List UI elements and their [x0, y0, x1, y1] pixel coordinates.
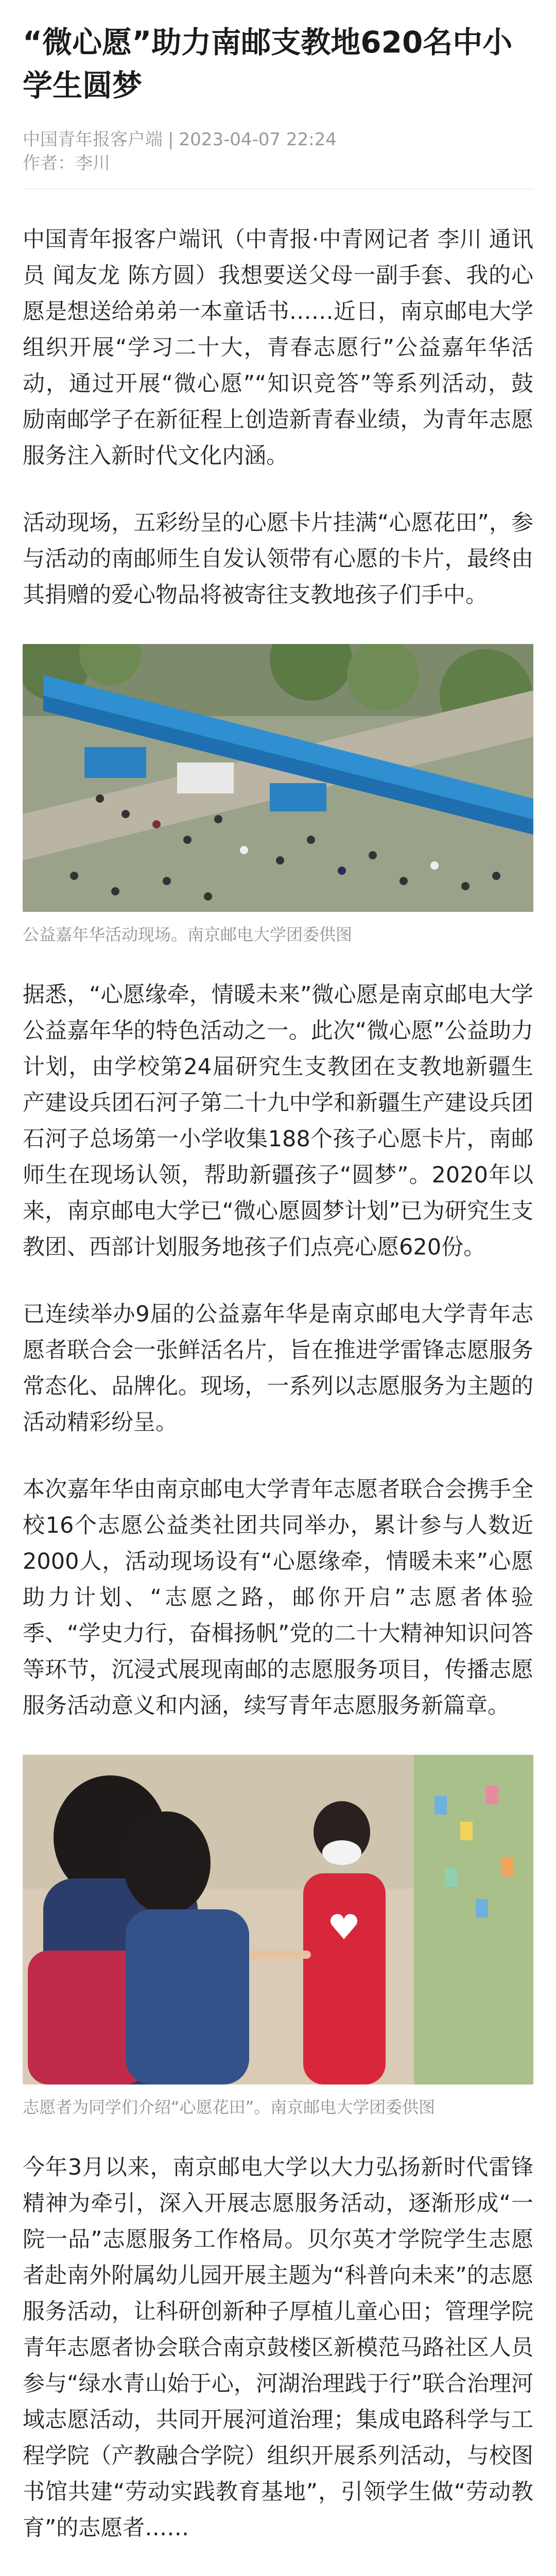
meta-separator: |	[168, 129, 174, 150]
author-label: 作者：	[23, 153, 75, 174]
article-author-row	[23, 151, 533, 175]
carnival-scene-photo[interactable]	[23, 644, 533, 912]
figure-caption: 志愿者为同学们介绍“心愿花田”。南京邮电大学团委供图	[23, 2097, 436, 2117]
paragraph-2: 活动现场，五彩纷呈的心愿卡片挂满“心愿花田”，参与活动的南邮师生自发认领带有心愿的卡片，最终由其捐赠的爱心物品将被寄往支教地孩子们手中。	[23, 510, 533, 608]
paragraph-1: 中国青年报客户端讯（中青报·中青网记者 李川 通讯员 闻友龙 陈方圆）我想要送父母一副手套、我的心愿是想送给弟弟一本童话书……近日，南京邮电大学组织开展“学习二十大，青春志愿行”公益嘉年华活动，通过开展“微心愿”“知识竞答”等系列活动，鼓励南邮学子在新征程上创造新青春业绩，为青年志愿服务注入新时代文化内涵。	[23, 227, 533, 469]
figure-wish-field	[23, 1755, 533, 2119]
figure-carnival	[23, 644, 533, 946]
article-source[interactable]: 中国青年报客户端	[23, 129, 163, 150]
paragraph-6: 今年3月以来，南京邮电大学以大力弘扬新时代雷锋精神为牵引，深入开展志愿服务活动，逐渐形成“一院一品”志愿服务工作格局。贝尔英才学院学生志愿者赴南外附属幼儿园开展主题为“科普向未来”的志愿服务活动，让科研创新种子厚植儿童心田；管理学院青年志愿者协会联合南京鼓楼区新模范马路社区人员参与“绿水青山始于心，河湖治理践于行”联合治理河域志愿活动，共同开展河道治理；集成电路科学与工程学院（产教融合学院）组织开展系列活动，与校图书馆共建“劳动实践教育基地”，引领学生做“劳动教育”的志愿者……	[23, 2155, 533, 2541]
paragraph-5: 本次嘉年华由南京邮电大学青年志愿者联合会携手全校16个志愿公益类社团共同举办，累计参与人数近2000人，活动现场设有“心愿缘牵，情暖未来”心愿助力计划、“志愿之路，邮你开启”志愿者体验季、“学史力行，奋楫扬帆”党的二十大精神知识问答等环节，沉浸式展现南邮的志愿服务项目，传播志愿服务活动意义和内涵，续写青年志愿服务新篇章。	[23, 1477, 533, 1719]
volunteers-photo[interactable]	[23, 1755, 533, 2084]
article-title: “微心愿”助力南邮支教地620名中小学生圆梦	[23, 25, 513, 103]
article-meta	[23, 128, 533, 151]
header-divider	[23, 189, 533, 190]
figure-caption: 公益嘉年华活动现场。南京邮电大学团委供图	[23, 925, 353, 944]
author-name: 李川	[75, 153, 110, 174]
paragraph-3: 据悉，“心愿缘牵，情暖未来”微心愿是南京邮电大学公益嘉年华的特色活动之一。此次“微心愿”公益助力计划，由学校第24届研究生支教团在支教地新疆生产建设兵团石河子第二十九中学和新疆生产建设兵团石河子总场第一小学收集188个孩子心愿卡片，南邮师生在现场认领，帮助新疆孩子“圆梦”。2020年以来，南京邮电大学已“微心愿圆梦计划”已为研究生支教团、西部计划服务地孩子们点亮心愿620份。	[23, 982, 533, 1260]
article-date: 2023-04-07 22:24	[179, 129, 337, 150]
paragraph-4: 已连续举办9届的公益嘉年华是南京邮电大学青年志愿者联合会一张鲜活名片，旨在推进学雷锋志愿服务常态化、品牌化。现场，一系列以志愿服务为主题的活动精彩纷呈。	[23, 1301, 533, 1435]
